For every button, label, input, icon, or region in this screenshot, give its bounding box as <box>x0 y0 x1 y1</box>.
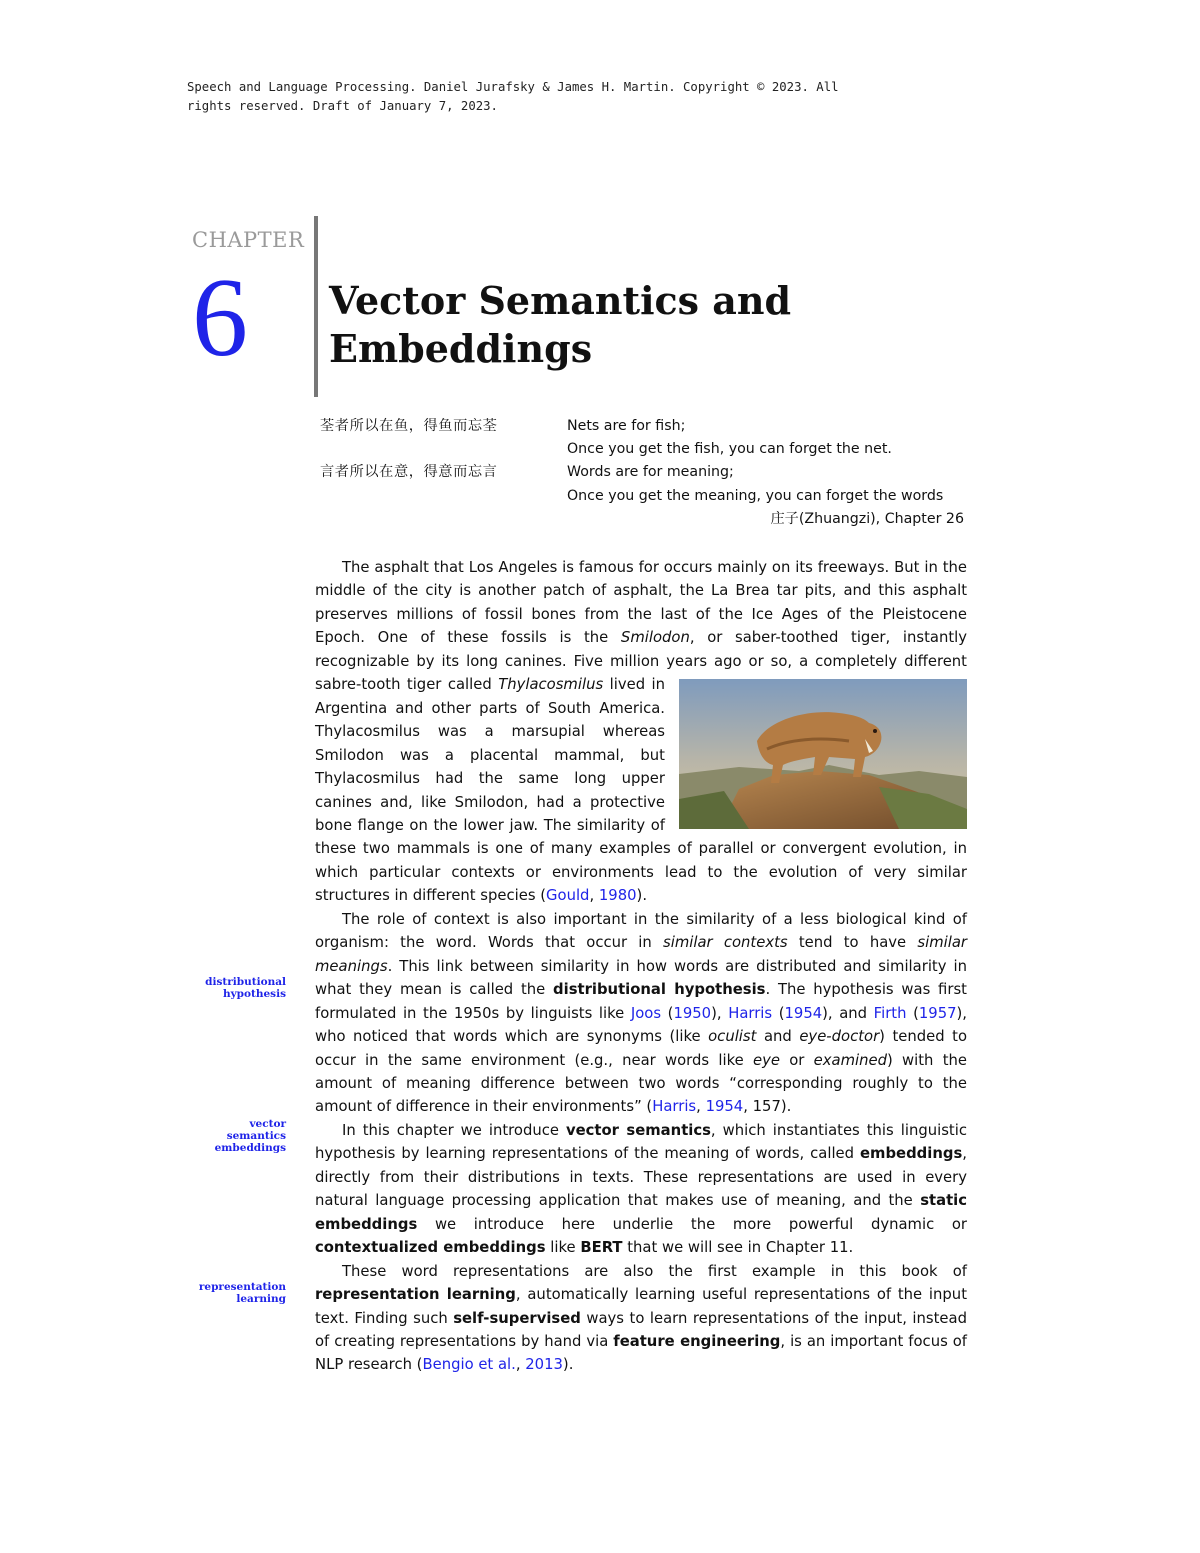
citation-link[interactable]: Bengio et al. <box>422 1356 516 1374</box>
term-static-embeddings: static embeddings <box>315 1192 967 1233</box>
saber-tooth-tiger-figure <box>679 679 967 829</box>
margin-note-line: distributional <box>205 976 286 988</box>
citation-link[interactable]: Gould <box>546 887 590 905</box>
citation-link[interactable]: 1980 <box>598 887 637 905</box>
epigraph-english-3: Words are for meaning; <box>567 464 734 481</box>
citation-link[interactable]: 1954 <box>705 1098 744 1116</box>
chapter-label: CHAPTER <box>192 228 305 252</box>
term-self-supervised: self-supervised <box>453 1309 581 1327</box>
body-text <box>315 556 967 1377</box>
margin-note-line: embeddings <box>214 1142 286 1155</box>
page-header <box>187 78 947 116</box>
epigraph-chinese-2: 言者所以在意，得意而忘言 <box>320 464 498 481</box>
chapter-number: 6 <box>192 256 248 380</box>
term-thylacosmilus: Thylacosmilus <box>498 676 604 694</box>
margin-note-line: vector <box>249 1118 286 1130</box>
margin-note-vector-semantics-embeddings <box>160 1118 286 1155</box>
citation-link[interactable]: 1954 <box>784 1004 823 1022</box>
term-bert: BERT <box>580 1239 623 1257</box>
header-line-1: Speech and Language Processing. Daniel Jurafsky & James H. Martin. Copyright © 2023. All <box>187 80 839 94</box>
epigraph-chinese-1: 荃者所以在鱼，得鱼而忘荃 <box>320 418 498 434</box>
chapter-title <box>329 277 791 373</box>
paragraph-4: These word representations are also the first example in this book of representation learning, automatically learning useful representations of the input text. Finding such self-supervised ways to learn representations of the input, instead of creating representations by hand via feature engineering, is an important focus of NLP research (Bengio et al., 2013). <box>315 1262 967 1374</box>
epigraph-english-2: Once you get the fish, you can forget the net. <box>567 441 892 458</box>
term-smilodon: Smilodon <box>620 629 690 647</box>
margin-note-representation-learning <box>160 1281 286 1305</box>
term-contextualized-embeddings: contextualized embeddings <box>315 1239 546 1257</box>
chapter-title-line-2: Embeddings <box>329 326 593 371</box>
margin-note-line: representation <box>198 1281 286 1293</box>
chapter-divider <box>314 216 318 397</box>
epigraph-attribution: 庄子(Zhuangzi), Chapter 26 <box>770 510 964 527</box>
citation-link[interactable]: Firth <box>873 1004 907 1022</box>
term-embeddings: embeddings <box>860 1145 963 1163</box>
margin-note-line: learning <box>236 1293 286 1306</box>
term-feature-engineering: feature engineering <box>613 1332 781 1350</box>
citation-link[interactable]: 2013 <box>525 1356 563 1374</box>
paragraph-1: The asphalt that Los Angeles is famous for occurs mainly on its freeways. But in the middle of the city is another patch of asphalt, the La Brea tar pits, and this asphalt preserves millions of fossil bones from the last of the Ice Ages of the Pleistocene Epoch. One of these fossils is the Smilodon, or saber-toothed tiger, instantly recognizable by its long canines. Five million years ago or so, a completely different sabre-tooth tiger called Thylacosmilus lived in Argentina and other parts of South America. Thylacosmilus was a marsupial whereas Smilodon was a placental mammal, but Thylacosmilus had the same long upper canines and, like Smilodon, had a protective bone flange on the lower jaw. The similarity of these two mammals is one of many examples of parallel or convergent evolution, in which particular contexts or environments lead to the evolution of very similar structures in different species (Gould, 1980). <box>315 559 967 905</box>
paragraph-2: The role of context is also important in the similarity of a less biological kind of organism: the word. Words that occur in similar contexts tend to have similar meanings. This link between similarity in how words are distributed and similarity in what they mean is called the distributional hypothesis. The hypothesis was first formulated in the 1950s by linguists like Joos (1950), Harris (1954), and Firth (1957), who noticed that words which are synonyms (like oculist and eye-doctor) tended to occur in the same environment (e.g., near words like eye or examined) with the amount of meaning difference between two words “corresponding roughly to the amount of difference in their environments” (Harris, 1954, 157). <box>315 910 968 1116</box>
epigraph <box>320 415 980 531</box>
chapter-title-line-1: Vector Semantics and <box>329 278 792 323</box>
paragraph-3: In this chapter we introduce vector semantics, which instantiates this linguistic hypothesis by learning representations of the meaning of words, called embeddings, directly from their distributions in texts. These representations are used in every natural language processing application that makes use of meaning, and the static embeddings we introduce here underlie the more powerful dynamic or contextualized embeddings like BERT that we will see in Chapter 11. <box>315 1121 967 1257</box>
citation-link[interactable]: Joos <box>630 1004 662 1022</box>
citation-link[interactable]: 1957 <box>918 1004 957 1022</box>
term-distributional-hypothesis: distributional hypothesis <box>553 981 766 999</box>
margin-note-line: semantics <box>226 1130 286 1143</box>
epigraph-english-4: Once you get the meaning, you can forget the words <box>567 487 944 504</box>
term-representation-learning: representation learning <box>315 1286 516 1304</box>
margin-note-line: hypothesis <box>222 988 286 1001</box>
epigraph-english-1: Nets are for fish; <box>567 418 686 434</box>
citation-link[interactable]: Harris <box>728 1004 773 1022</box>
header-line-2: rights reserved. Draft of January 7, 2023. <box>187 99 498 113</box>
margin-note-distributional-hypothesis <box>160 976 286 1000</box>
term-vector-semantics: vector semantics <box>565 1121 711 1139</box>
citation-link[interactable]: 1950 <box>673 1004 712 1022</box>
citation-link[interactable]: Harris <box>652 1098 697 1116</box>
